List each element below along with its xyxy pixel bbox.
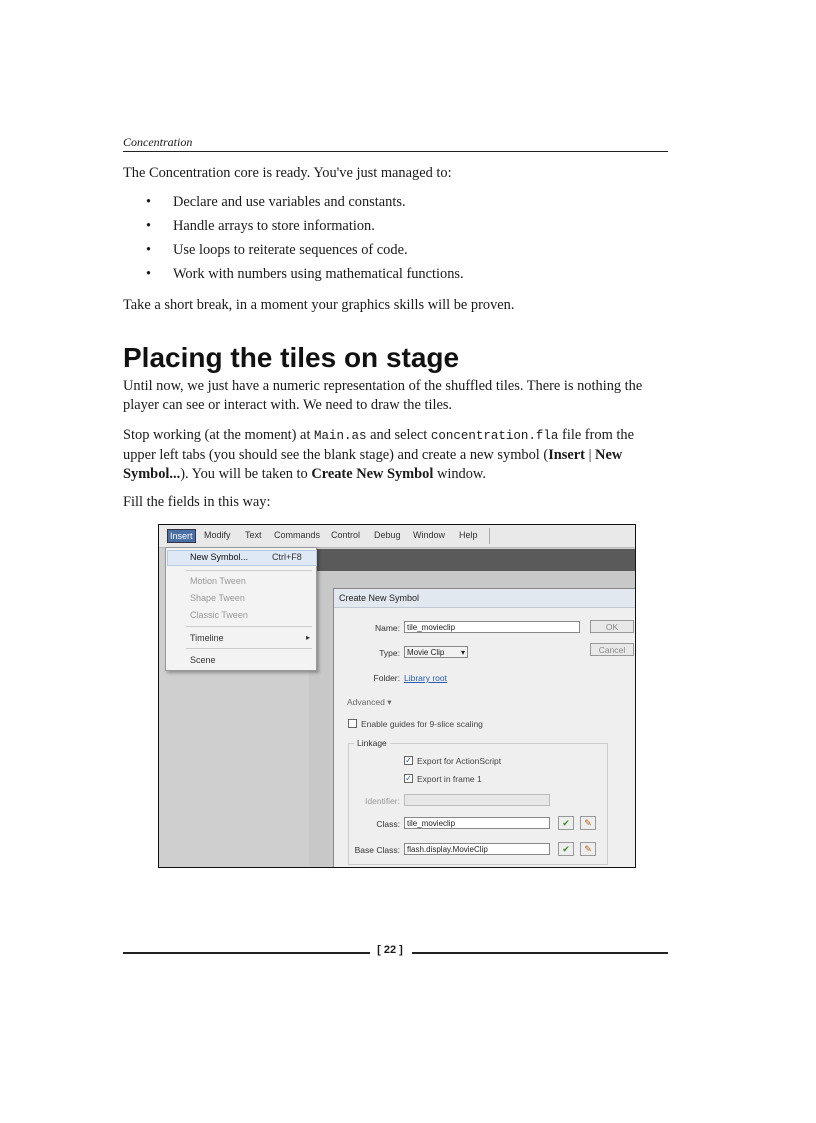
guides-checkbox[interactable]: [348, 719, 357, 728]
running-head: [123, 134, 668, 152]
running-title: Concentration: [123, 135, 193, 149]
menu-help[interactable]: Help: [459, 530, 478, 540]
submenu-arrow-icon: ▸: [306, 633, 311, 642]
menu-divider: [186, 626, 312, 627]
tiles-paragraph: Until now, we just have a numeric representation of the shuffled tiles. There is nothing the player can see or interact with. We need to draw the tiles.: [123, 378, 643, 413]
fill-paragraph: Fill the fields in this way:: [123, 494, 271, 510]
check-icon[interactable]: ✔: [558, 842, 574, 856]
footer-rule-right: [412, 952, 668, 954]
shortcut-label: Ctrl+F8: [272, 552, 302, 562]
chevron-down-icon: ▾: [387, 697, 392, 707]
menu-bar: [159, 525, 635, 548]
menu-modify[interactable]: Modify: [204, 530, 231, 540]
dialog-title: Create New Symbol: [339, 593, 420, 603]
menu-control[interactable]: Control: [331, 530, 361, 540]
type-label: Type:: [379, 648, 400, 658]
menu-item-scene[interactable]: Scene: [190, 655, 216, 665]
menu-divider: [186, 648, 312, 649]
summary-list: [123, 193, 668, 289]
menu-item-shape-tween[interactable]: Shape Tween: [190, 593, 245, 603]
footer-rule-left: [123, 952, 370, 954]
create-new-symbol-dialog: [333, 588, 636, 868]
identifier-label: Identifier:: [365, 796, 400, 806]
folder-label: Folder:: [373, 673, 400, 683]
menu-item-timeline[interactable]: Timeline: [190, 633, 224, 643]
break-paragraph: Take a short break, in a moment your graphics skills will be proven.: [123, 297, 515, 313]
name-input[interactable]: tile_movieclip: [404, 621, 580, 633]
base-class-label: Base Class:: [354, 845, 400, 855]
advanced-toggle[interactable]: Advanced ▾: [347, 697, 392, 707]
list-item: • Declare and use variables and constants.: [146, 194, 406, 210]
intro-paragraph: The Concentration core is ready. You've just managed to:: [123, 165, 452, 181]
check-icon[interactable]: ✔: [558, 816, 574, 830]
class-label: Class:: [376, 819, 400, 829]
menu-text[interactable]: Text: [245, 530, 262, 540]
menu-insert[interactable]: Insert: [167, 529, 196, 543]
section-heading: Placing the tiles on stage: [123, 342, 460, 373]
linkage-label: Linkage: [354, 738, 390, 748]
menu-debug[interactable]: Debug: [374, 530, 401, 540]
export-frame-checkbox[interactable]: ✓: [405, 774, 412, 783]
class-input[interactable]: tile_movieclip: [404, 817, 550, 829]
export-frame-label: Export in frame 1: [417, 774, 482, 784]
menu-window[interactable]: Window: [413, 530, 446, 540]
instructions-paragraph: Stop working (at the moment) at Main.as and select concentration.fla file from the upper left tabs (you should see the blank stage) and create a new symbol (Insert | New Symbol...). You will be taken to Create New Symbol window.: [123, 427, 634, 482]
menu-item-motion-tween[interactable]: Motion Tween: [190, 576, 246, 586]
folder-link[interactable]: Library root: [404, 673, 447, 683]
menu-item-new-symbol[interactable]: New Symbol...: [190, 552, 249, 562]
cancel-button[interactable]: Cancel: [590, 643, 634, 656]
timeline-strip: [309, 549, 635, 571]
guides-label: Enable guides for 9-slice scaling: [361, 719, 483, 729]
inline-code: concentration.fla: [430, 429, 559, 443]
dialog-titlebar: [334, 589, 636, 608]
menu-divider: [489, 528, 490, 544]
base-class-input[interactable]: flash.display.MovieClip: [404, 843, 550, 855]
menu-commands[interactable]: Commands: [274, 530, 321, 540]
flash-screenshot: [158, 524, 636, 868]
pencil-icon[interactable]: ✎: [580, 842, 596, 856]
name-label: Name:: [374, 623, 400, 633]
identifier-input[interactable]: [404, 794, 550, 806]
insert-menu-dropdown: [165, 547, 317, 671]
inline-code: Main.as: [314, 429, 367, 443]
list-item: • Use loops to reiterate sequences of code.: [146, 242, 408, 258]
menu-item-classic-tween[interactable]: Classic Tween: [190, 610, 248, 620]
menu-divider: [186, 570, 312, 571]
export-actionscript-label: Export for ActionScript: [417, 756, 502, 766]
export-actionscript-checkbox[interactable]: ✓: [405, 756, 412, 765]
pencil-icon[interactable]: ✎: [580, 816, 596, 830]
page-number: [ 22 ]: [377, 944, 403, 956]
ok-button[interactable]: OK: [590, 620, 634, 633]
dropdown-arrow-icon: ▾: [460, 648, 465, 657]
list-item: • Work with numbers using mathematical functions.: [146, 266, 464, 282]
type-select[interactable]: Movie Clip ▾: [404, 646, 468, 658]
list-item: • Handle arrays to store information.: [146, 218, 375, 234]
